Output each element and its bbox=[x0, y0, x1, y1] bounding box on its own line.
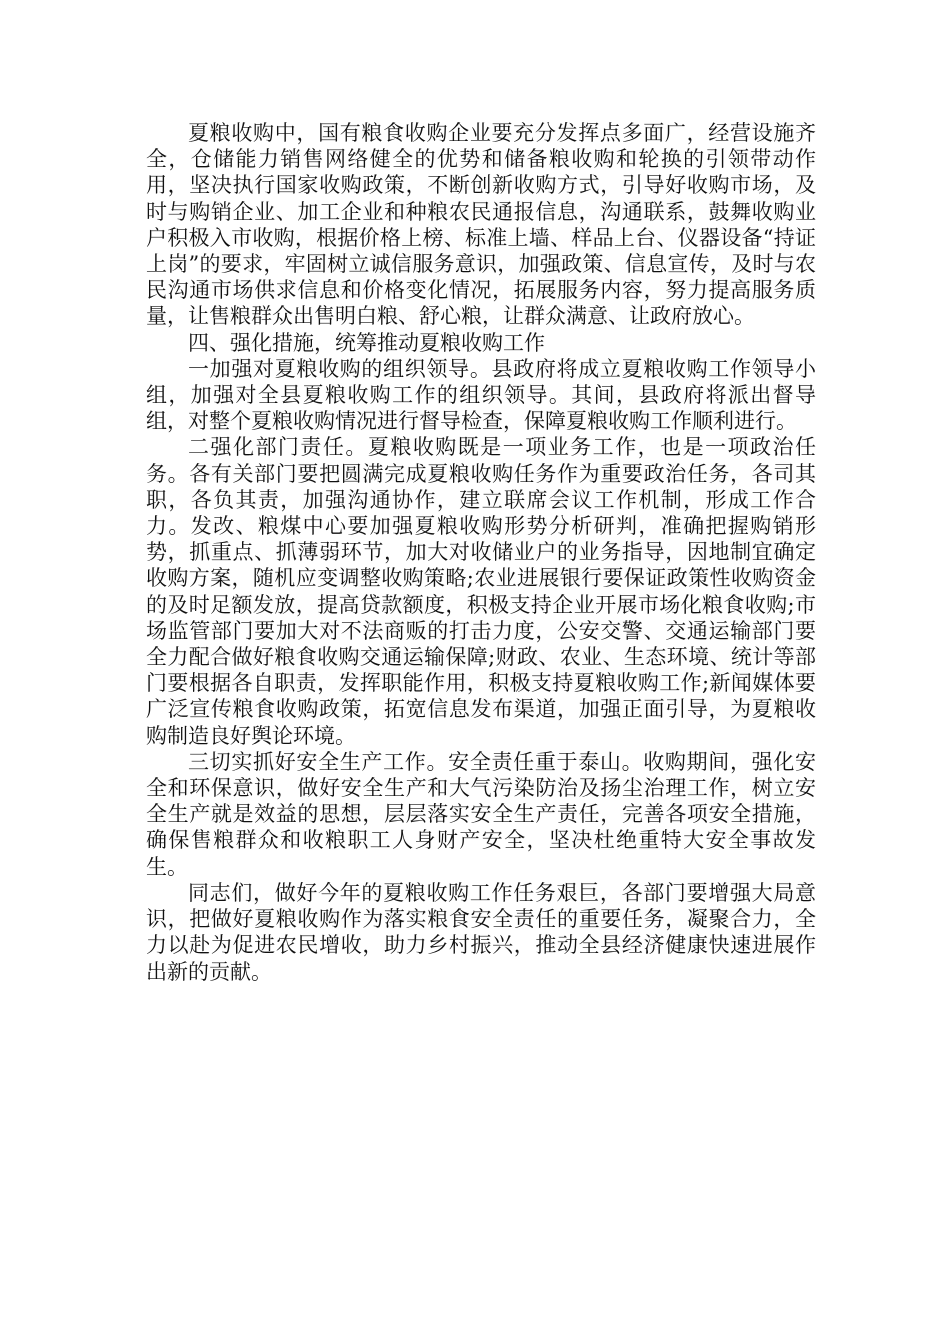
section-heading-four: 四、强化措施，统筹推动夏粮收购工作 bbox=[188, 330, 545, 355]
paragraph-closing: 同志们，做好今年的夏粮收购工作任务艰巨，各部门要增强大局意识，把做好夏粮收购作为落实粮食安全责任的重要任务，凝聚合力，全力以赴为促进农民增收，助力乡村振兴，推动全县经济健康快速进展作出新的贡献。 bbox=[146, 880, 816, 984]
paragraph-organization-leadership: 一加强对夏粮收购的组织领导。县政府将成立夏粮收购工作领导小组，加强对全县夏粮收购工作的组织领导。其间，县政府将派出督导组，对整个夏粮收购情况进行督导检查，保障夏粮收购工作顺利进行。 bbox=[146, 356, 816, 434]
paragraph-grain-purchase-enterprises: 夏粮收购中，国有粮食收购企业要充分发挥点多面广，经营设施齐全，仓储能力销售网络健全的优势和储备粮收购和轮换的引领带动作用，坚决执行国家收购政策，不断创新收购方式，引导好收购市场，及时与购销企业、加工企业和种粮农民通报信息，沟通联系，鼓舞收购业户积极入市收购，根据价格上榜、标准上墙、样品上台、仪器设备“持证上岗”的要求，牢固树立诚信服务意识，加强政策、信息宣传，及时与农民沟通市场供求信息和价格变化情况，拓展服务内容，努力提高服务质量，让售粮群众出售明白粮、舒心粮，让群众满意、让政府放心。 bbox=[146, 121, 816, 329]
paragraph-safety-production: 三切实抓好安全生产工作。安全责任重于泰山。收购期间，强化安全和环保意识，做好安全生产和大气污染防治及扬尘治理工作，树立安全生产就是效益的思想，层层落实安全生产责任，完善各项安全措施，确保售粮群众和收粮职工人身财产安全，坚决杜绝重特大安全事故发生。 bbox=[146, 749, 816, 879]
document-body bbox=[146, 120, 816, 985]
paragraph-department-responsibility: 二强化部门责任。夏粮收购既是一项业务工作，也是一项政治任务。各有关部门要把圆满完成夏粮收购任务作为重要政治任务，各司其职，各负其责，加强沟通协作，建立联席会议工作机制，形成工作合力。发改、粮煤中心要加强夏粮收购形势分析研判，准确把握购销形势，抓重点、抓薄弱环节，加大对收储业户的业务指导，因地制宜确定收购方案，随机应变调整收购策略;农业进展银行要保证政策性收购资金的及时足额发放，提高贷款额度，积极支持企业开展市场化粮食收购;市场监管部门要加大对不法商贩的打击力度，公安交警、交通运输部门要全力配合做好粮食收购交通运输保障;财政、农业、生态环境、统计等部门要根据各自职责，发挥职能作用，积极支持夏粮收购工作;新闻媒体要广泛宣传粮食收购政策，拓宽信息发布渠道，加强正面引导，为夏粮收购制造良好舆论环境。 bbox=[146, 435, 816, 748]
